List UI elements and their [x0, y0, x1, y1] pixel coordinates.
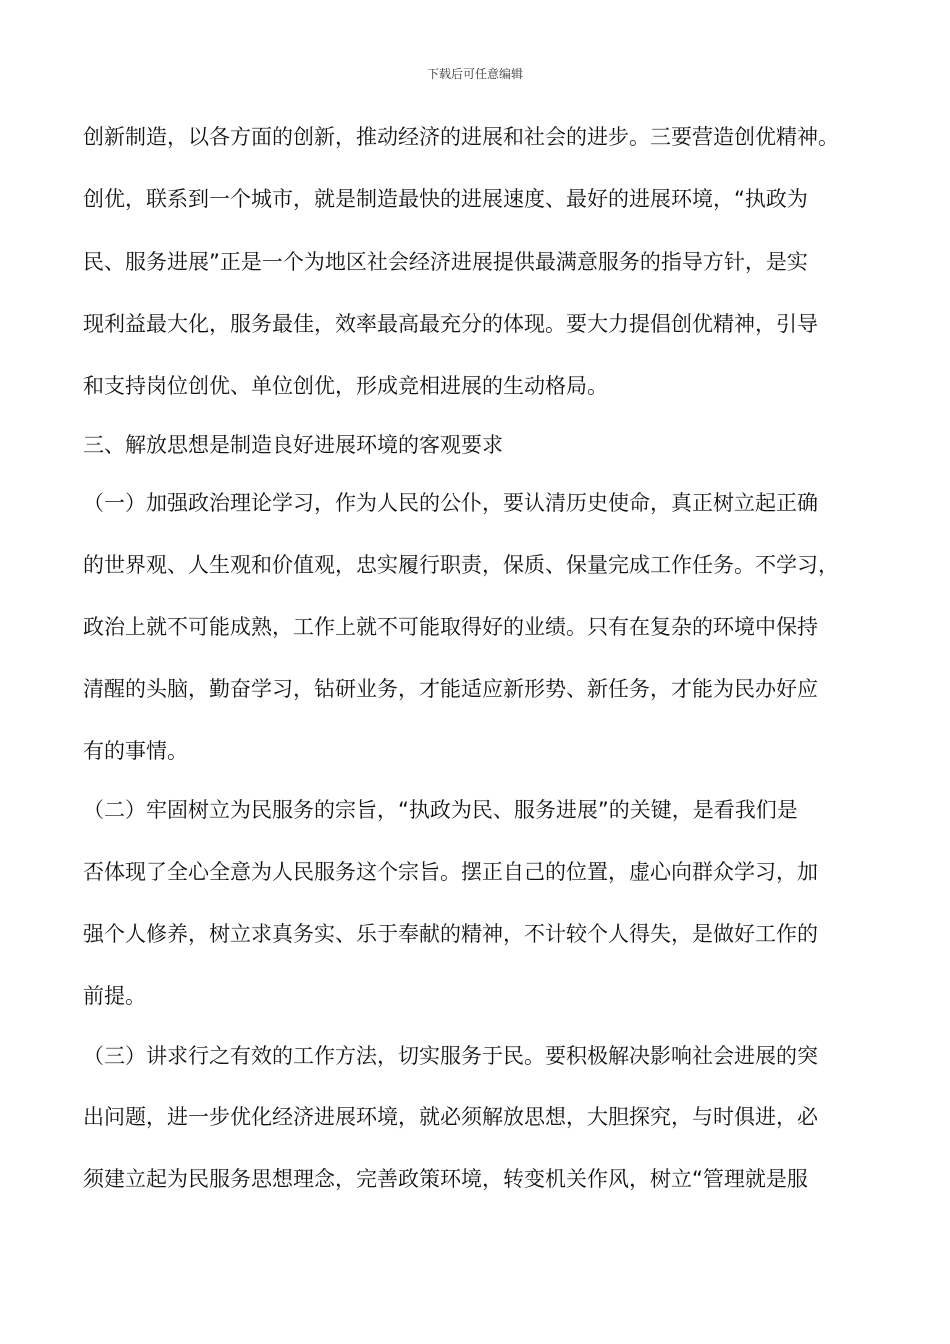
text-line: 创新制造，以各方面的创新，推动经济的进展和社会的进步。三要营造创优精神。: [83, 125, 839, 149]
text-line: 否体现了全心全意为人民服务这个宗旨。摆正自己的位置，虚心向群众学习，加: [83, 860, 818, 884]
text-line: 有的事情。: [83, 739, 188, 763]
text-line: （二）牢固树立为民服务的宗旨，“执政为民、服务进展”的关键，是看我们是: [83, 798, 798, 822]
text-line: 现利益最大化，服务最佳，效率最高最充分的体现。要大力提倡创优精神，引导: [83, 312, 818, 336]
text-line: 的世界观、人生观和价值观，忠实履行职责，保质、保量完成工作任务。不学习，: [83, 553, 839, 577]
text-line: 出问题，进一步优化经济进展环境，就必须解放思想，大胆探究，与时俱进，必: [83, 1105, 818, 1129]
text-line: 创优，联系到一个城市，就是制造最快的进展速度、最好的进展环境，“执政为: [83, 187, 808, 211]
text-line: 清醒的头脑，勤奋学习，钻研业务，才能适应新形势、新任务，才能为民办好应: [83, 677, 818, 701]
text-line: 强个人修养，树立求真务实、乐于奉献的精神，不计较个人得失，是做好工作的: [83, 922, 818, 946]
text-line: （三）讲求行之有效的工作方法，切实服务于民。要积极解决影响社会进展的突: [83, 1044, 818, 1068]
text-line: 政治上就不可能成熟，工作上就不可能取得好的业绩。只有在复杂的环境中保持: [83, 615, 818, 639]
text-line: 前提。: [83, 984, 146, 1008]
section-heading: 三、解放思想是制造良好进展环境的客观要求: [83, 433, 503, 457]
text-line: 须建立起为民服务思想理念，完善政策环境，转变机关作风，树立“管理就是服: [83, 1167, 808, 1191]
text-line: （一）加强政治理论学习，作为人民的公仆，要认清历史使命，真正树立起正确: [83, 491, 818, 515]
text-line: 和支持岗位创优、单位创优，形成竞相进展的生动格局。: [83, 374, 608, 398]
text-line: 民、服务进展”正是一个为地区社会经济进展提供最满意服务的指导方针，是实: [83, 250, 808, 274]
page-header: 下载后可任意编辑: [426, 67, 523, 81]
